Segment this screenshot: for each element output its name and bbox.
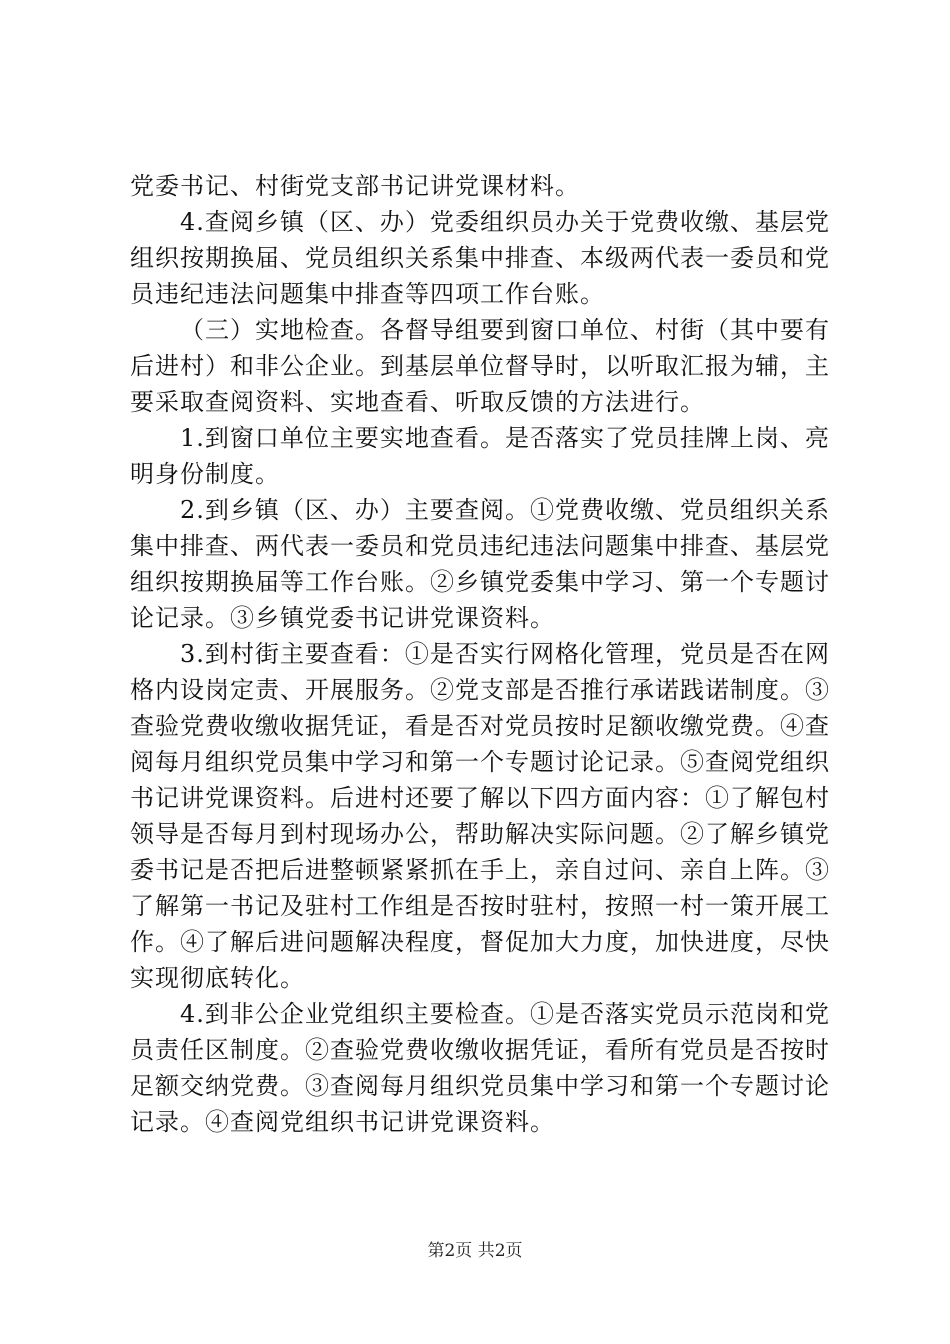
paragraph-3: （三）实地检查。各督导组要到窗口单位、村街（其中要有后进村）和非公企业。到基层单位督导时，以听取汇报为辅，主要采取查阅资料、实地查看、听取反馈的方法进行。 [130, 316, 830, 416]
paragraph-6: 3.到村街主要查看：①是否实行网格化管理，党员是否在网格内设岗定责、开展服务。②党支部是否推行承诺践诺制度。③查验党费收缴收据凭证，看是否对党员按时足额收缴党费。④查阅每月组织党员集中学习和第一个专题讨论记录。⑤查阅党组织书记讲党课资料。后进村还要了解以下四方面内容：①了解包村领导是否每月到村现场办公，帮助解决实际问题。②了解乡镇党委书记是否把后进整顿紧紧抓在手上，亲自过问、亲自上阵。③了解第一书记及驻村工作组是否按时驻村，按照一村一策开展工作。④了解后进问题解决程度，督促加大力度，加快进度，尽快实现彻底转化。 [130, 640, 830, 992]
paragraph-7: 4.到非公企业党组织主要检查。①是否落实党员示范岗和党员责任区制度。②查验党费收缴收据凭证，看所有党员是否按时足额交纳党费。③查阅每月组织党员集中学习和第一个专题讨论记录。④查阅党组织书记讲党课资料。 [130, 1000, 830, 1136]
paragraph-5: 2.到乡镇（区、办）主要查阅。①党费收缴、党员组织关系集中排查、两代表一委员和党员违纪违法问题集中排查、基层党组织按期换届等工作台账。②乡镇党委集中学习、第一个专题讨论记录。③乡镇党委书记讲党课资料。 [130, 496, 830, 632]
document-body [130, 168, 830, 1140]
paragraph-4: 1.到窗口单位主要实地查看。是否落实了党员挂牌上岗、亮明身份制度。 [130, 424, 830, 488]
paragraph-2: 4.查阅乡镇（区、办）党委组织员办关于党费收缴、基层党组织按期换届、党员组织关系集中排查、本级两代表一委员和党员违纪违法问题集中排查等四项工作台账。 [130, 208, 830, 308]
page-number-footer: 第2页 共2页 [427, 1241, 523, 1261]
paragraph-1: 党委书记、村街党支部书记讲党课材料。 [130, 172, 580, 200]
